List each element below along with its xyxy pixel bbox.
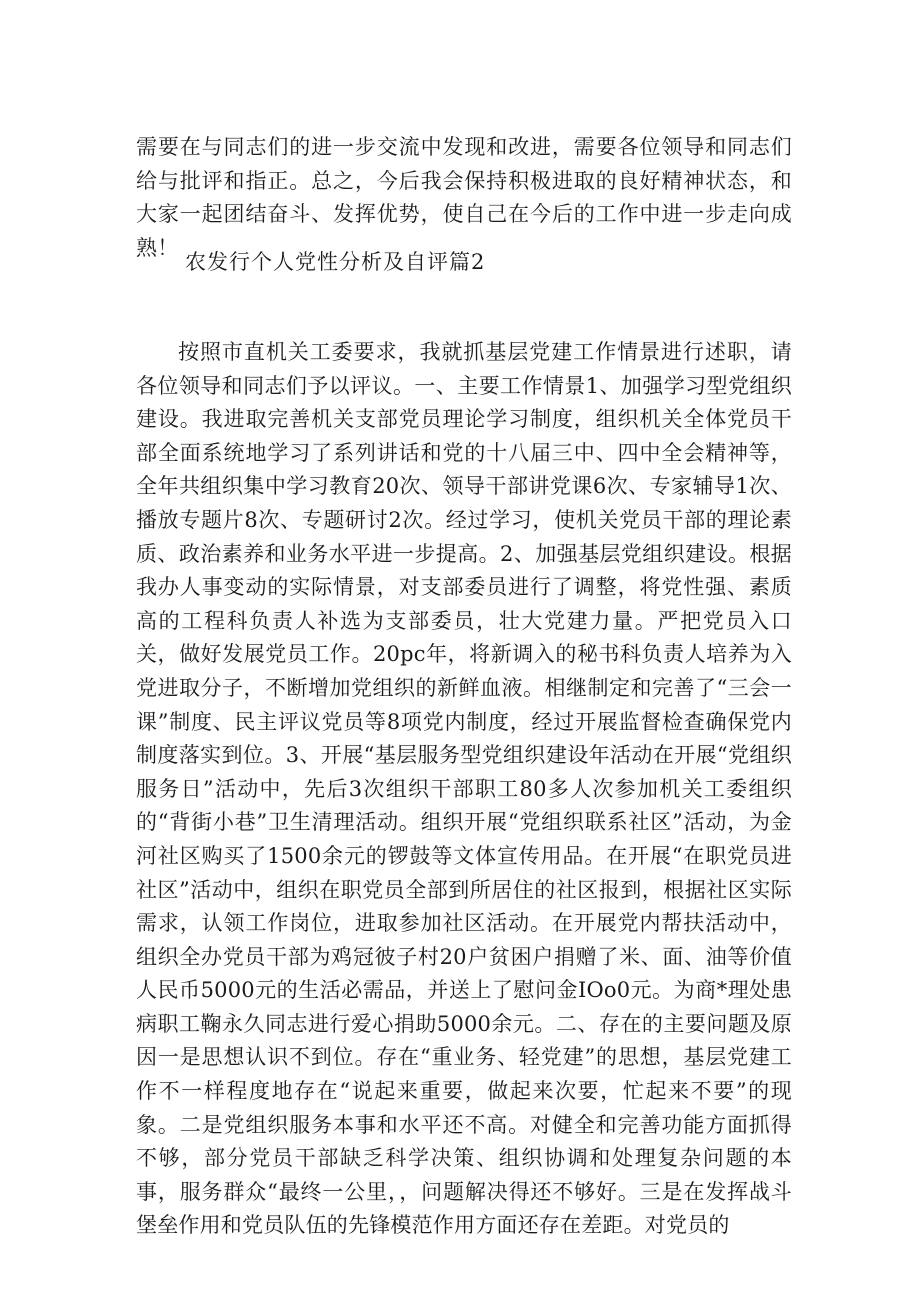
section-title: 农发行个人党性分析及自评篇2 [185,250,486,274]
intro-paragraph: 需要在与同志们的进一步交流中发现和改进，需要各位领导和同志们给与批评和指正。总之，今后我会保持积极进取的良好精神状态，和大家一起团结奋斗、发挥优势，使自己在今后的工作中进一步走向成熟！ [136,135,792,260]
body-paragraph: 按照市直机关工委要求，我就抓基层党建工作情景进行述职，请各位领导和同志们予以评议。一、主要工作情景1、加强学习型党组织建设。我进取完善机关支部党员理论学习制度，组织机关全体党员干部全面系统地学习了系列讲话和党的十八届三中、四中全会精神等，全年共组织集中学习教育20次、领导干部讲党课6次、专家辅导1次、播放专题片8次、专题研讨2次。经过学习，使机关党员干部的理论素质、政治素养和业务水平进一步提高。2、加强基层党组织建设。根据我办人事变动的实际情景，对支部委员进行了调整，将党性强、素质高的工程科负责人补选为支部委员，壮大党建力量。严把党员入口关，做好发展党员工作。20pc年，将新调入的秘书科负责人培养为入党进取分子，不断增加党组织的新鲜血液。相继制定和完善了“三会一课”制度、民主评议党员等8项党内制度，经过开展监督检查确保党内制度落实到位。3、开展“基层服务型党组织建设年活动在开展“党组织服务日”活动中，先后3次组织干部职工80多人次参加机关工委组织的“背街小巷”卫生清理活动。组织开展“党组织联系社区”活动，为金河社区购买了1500余元的锣鼓等文体宣传用品。在开展“在职党员进社区”活动中，组织在职党员全部到所居住的社区报到，根据社区实际需求，认领工作岗位，进取参加社区活动。在开展党内帮扶活动中，组织全办党员干部为鸡冠彼子村20户贫困户捐赠了米、面、油等价值人民币5000元的生活必需品，并送上了慰问金IOo0元。为商*理处患病职工鞠永久同志进行爱心捐助5000余元。二、存在的主要问题及原因一是思想认识不到位。存在“重业务、轻党建”的思想，基层党建工作不一样程度地存在“说起来重要，做起来次要，忙起来不要”的现象。二是党组织服务本事和水平还不高。对健全和完善功能方面抓得不够，部分党员干部缺乏科学决策、组织协调和处理复杂问题的本事，服务群众“最终一公里，，问题解决得还不够好。三是在发挥战斗堡垒作用和党员队伍的先锋模范作用方面还存在差距。对党员的 [136,340,792,1238]
